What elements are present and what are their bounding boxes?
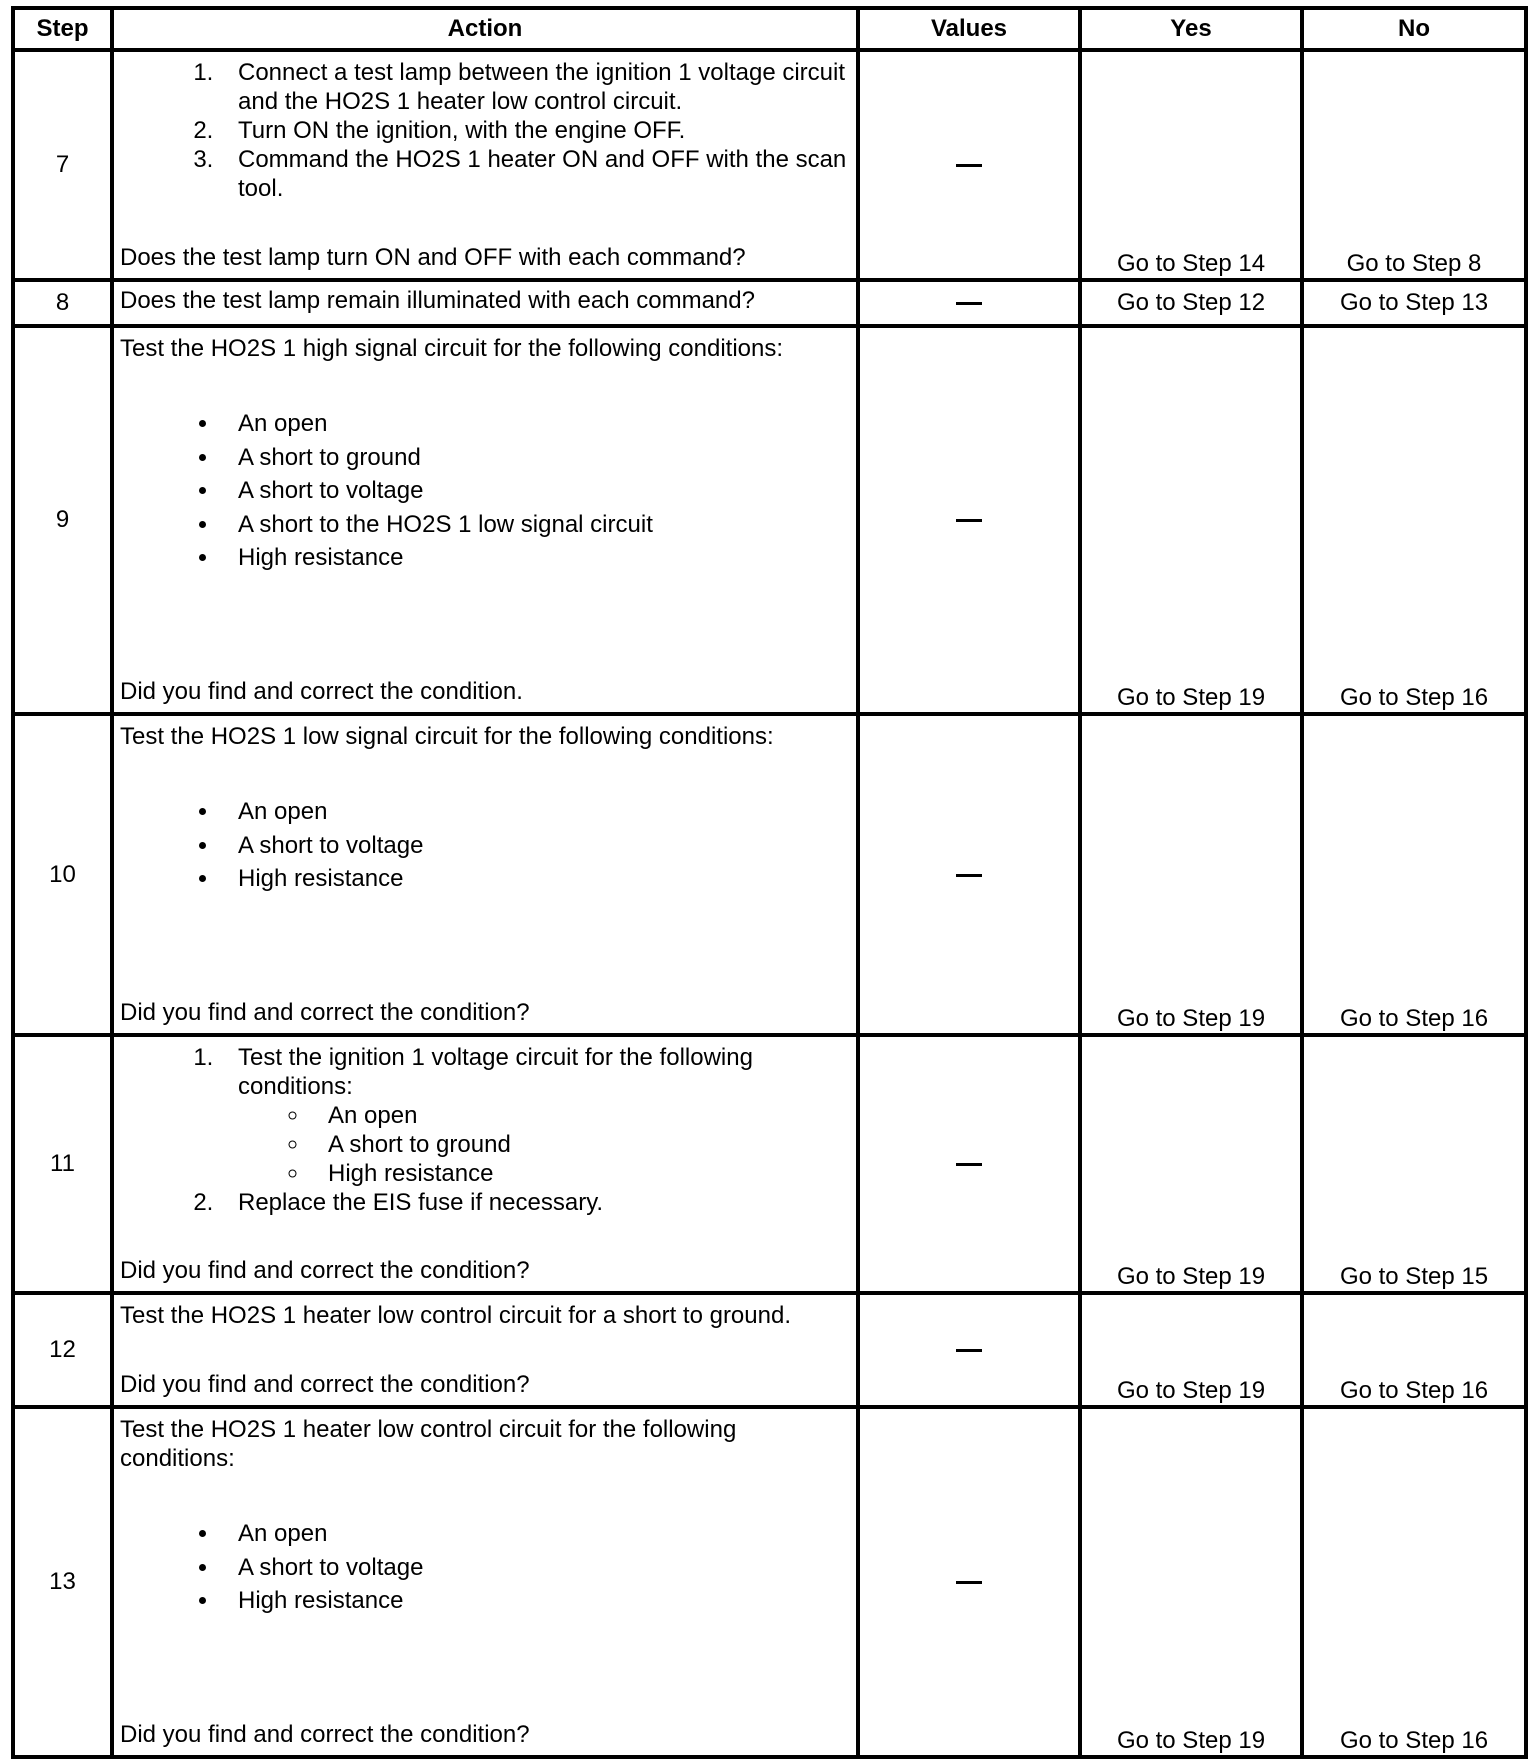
value-cell <box>858 714 1080 1035</box>
action-question: Did you find and correct the condition? <box>120 1721 530 1748</box>
value-cell <box>858 326 1080 714</box>
header-action: Action <box>112 8 858 50</box>
sub-list-item: ◦ An open <box>310 1101 850 1130</box>
action-lead: Test the HO2S 1 low signal circuit for the following conditions: <box>120 723 774 750</box>
header-step: Step <box>13 8 112 50</box>
table-row <box>13 714 1526 1035</box>
action-lead: Test the HO2S 1 heater low control circuit for the following conditions: <box>120 1416 737 1472</box>
no-cell: Go to Step 16 <box>1302 714 1526 1035</box>
table-row <box>13 1035 1526 1293</box>
numbered-list <box>120 58 850 203</box>
list-item: 3. Command the HO2S 1 heater ON and OFF with the scan tool. <box>220 145 850 203</box>
table-row <box>13 326 1526 714</box>
list-item: • High resistance <box>220 1584 850 1618</box>
list-item: • A short to voltage <box>220 1551 850 1585</box>
action-cell <box>112 50 858 280</box>
list-item: • High resistance <box>220 862 850 896</box>
em-dash <box>956 1349 982 1352</box>
table-row <box>13 1407 1526 1757</box>
no-cell: Go to Step 15 <box>1302 1035 1526 1293</box>
step-number: 10 <box>13 714 112 1035</box>
yes-cell: Go to Step 19 <box>1080 1035 1302 1293</box>
step-number: 9 <box>13 326 112 714</box>
list-item: • An open <box>220 795 850 829</box>
em-dash <box>956 1163 982 1166</box>
action-question: Does the test lamp remain illuminated with each command? <box>120 287 755 314</box>
value-cell <box>858 1035 1080 1293</box>
action-question: Did you find and correct the condition? <box>120 999 530 1026</box>
step-number: 11 <box>13 1035 112 1293</box>
em-dash <box>956 874 982 877</box>
value-cell <box>858 1407 1080 1757</box>
value-cell <box>858 50 1080 280</box>
list-item: 1. Connect a test lamp between the ignition 1 voltage circuit and the HO2S 1 heater low control circuit. <box>220 58 850 116</box>
list-item: 2. Replace the EIS fuse if necessary. <box>220 1188 850 1217</box>
table-row <box>13 1293 1526 1407</box>
list-item: • A short to voltage <box>220 829 850 863</box>
action-cell <box>112 1293 858 1407</box>
header-yes: Yes <box>1080 8 1302 50</box>
list-item: • An open <box>220 407 850 441</box>
step-number: 8 <box>13 280 112 326</box>
no-cell: Go to Step 16 <box>1302 326 1526 714</box>
action-cell <box>112 1407 858 1757</box>
list-item: • High resistance <box>220 541 850 575</box>
no-cell: Go to Step 16 <box>1302 1293 1526 1407</box>
action-question: Did you find and correct the condition. <box>120 678 523 705</box>
header-no: No <box>1302 8 1526 50</box>
list-item: • A short to voltage <box>220 474 850 508</box>
sub-list-item: ◦ High resistance <box>310 1159 850 1188</box>
list-item <box>220 1043 850 1188</box>
yes-cell: Go to Step 14 <box>1080 50 1302 280</box>
em-dash <box>956 164 982 167</box>
no-cell: Go to Step 8 <box>1302 50 1526 280</box>
table-row <box>13 280 1526 326</box>
action-question: Does the test lamp turn ON and OFF with each command? <box>120 244 746 271</box>
yes-cell: Go to Step 19 <box>1080 1407 1302 1757</box>
yes-cell: Go to Step 12 <box>1080 280 1302 326</box>
list-item: 2. Turn ON the ignition, with the engine OFF. <box>220 116 850 145</box>
sub-list-item: ◦ A short to ground <box>310 1130 850 1159</box>
value-cell <box>858 280 1080 326</box>
action-cell <box>112 326 858 714</box>
action-cell <box>112 280 858 326</box>
no-cell: Go to Step 16 <box>1302 1407 1526 1757</box>
diagnostic-table <box>11 6 1528 1759</box>
step-number: 13 <box>13 1407 112 1757</box>
list-item: • A short to ground <box>220 441 850 475</box>
em-dash <box>956 302 982 305</box>
action-question: Did you find and correct the condition? <box>120 1371 530 1398</box>
bullet-list <box>120 1517 850 1618</box>
no-cell: Go to Step 13 <box>1302 280 1526 326</box>
action-question: Did you find and correct the condition? <box>120 1257 530 1284</box>
header-values: Values <box>858 8 1080 50</box>
yes-cell: Go to Step 19 <box>1080 326 1302 714</box>
list-item: • A short to the HO2S 1 low signal circuit <box>220 508 850 542</box>
yes-cell: Go to Step 19 <box>1080 714 1302 1035</box>
list-item: • An open <box>220 1517 850 1551</box>
em-dash <box>956 1581 982 1584</box>
header-row <box>13 8 1526 50</box>
step-number: 12 <box>13 1293 112 1407</box>
action-cell <box>112 1035 858 1293</box>
bullet-list <box>120 407 850 575</box>
em-dash <box>956 519 982 522</box>
sub-list <box>238 1101 850 1188</box>
list-item-text: Test the ignition 1 voltage circuit for the following conditions: <box>238 1044 753 1100</box>
bullet-list <box>120 795 850 896</box>
step-number: 7 <box>13 50 112 280</box>
value-cell <box>858 1293 1080 1407</box>
action-lead: Test the HO2S 1 heater low control circuit for a short to ground. <box>120 1302 791 1329</box>
table-row <box>13 50 1526 280</box>
action-lead: Test the HO2S 1 high signal circuit for the following conditions: <box>120 335 784 362</box>
yes-cell: Go to Step 19 <box>1080 1293 1302 1407</box>
action-cell <box>112 714 858 1035</box>
numbered-list <box>120 1043 850 1217</box>
